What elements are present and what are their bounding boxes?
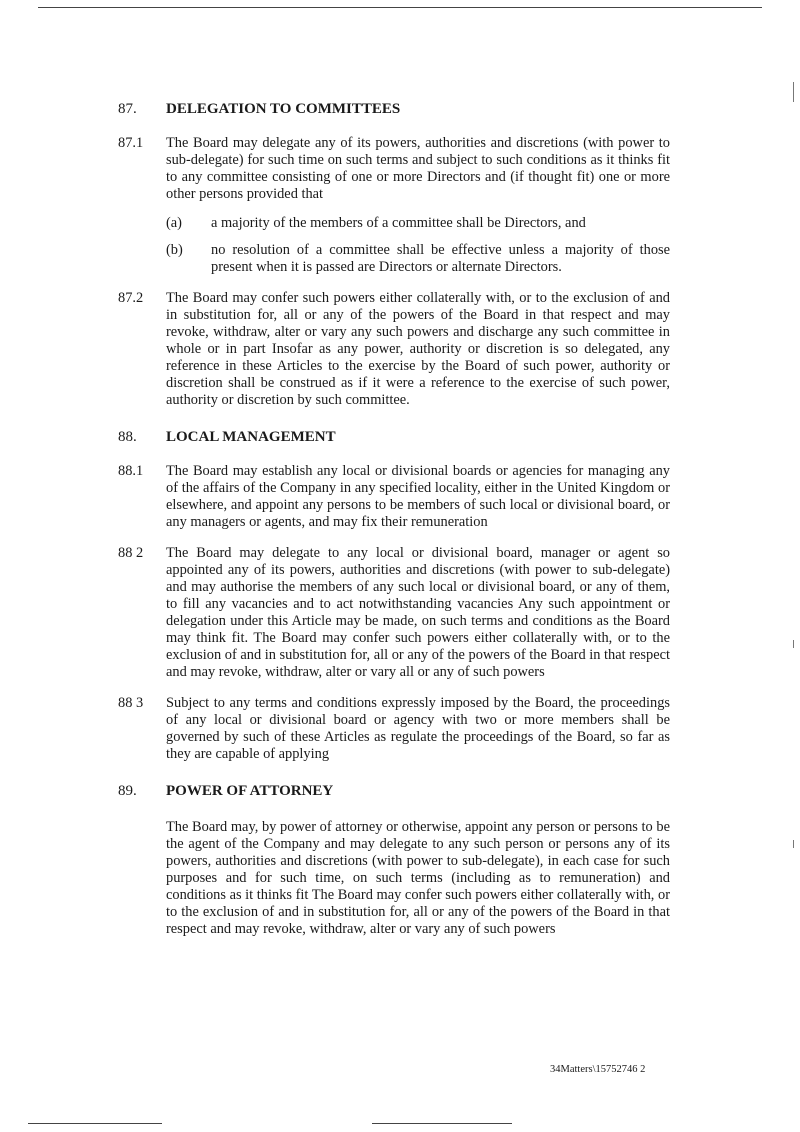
clause-text: The Board may delegate to any local or divisional board, manager or agent so appointed any of its powers, authorities and discretions (with power to sub-delegate) and may authorise the members of any such local or divisional board, or any of them, to fill any vacancies and to act notwithstanding vacancies Any such appointment or delegation under this Article may be made, on such terms and conditions as the Board may think fit. The Board may confer such powers either collaterally with, or to the exclusion of and in substitution for, all or any of the powers of the Board in that respect and may revoke, withdraw, alter or vary all or any of such powers: [166, 545, 670, 680]
sub-clause: [166, 242, 670, 276]
margin-mark: [793, 82, 794, 102]
bottom-rule-left: [28, 1123, 162, 1124]
section-number: 89.: [118, 783, 137, 799]
clause: [118, 135, 670, 203]
clause-number: 87.1: [118, 135, 144, 151]
section-title: DELEGATION TO COMMITTEES: [166, 101, 401, 117]
section-title: POWER OF ATTORNEY: [166, 783, 334, 799]
clause-number: 87.2: [118, 290, 144, 306]
clause-text: The Board may establish any local or divisional boards or agencies for managing any of the affairs of the Company in any specified locality, either in the United Kingdom or elsewhere, and appoint any persons to be members of such local or divisional board, or any managers or agents, and may fix their remuneration: [166, 463, 670, 530]
section-heading: [118, 429, 670, 449]
clause: [118, 695, 670, 763]
sub-clause-label: (a): [166, 215, 182, 231]
sub-clause-text: no resolution of a committee shall be effective unless a majority of those present when it is passed are Directors or alternate Directors.: [211, 242, 670, 275]
section-heading: [118, 101, 670, 121]
document-reference: 34Matters\15752746 2: [550, 1064, 646, 1075]
section-number: 88.: [118, 429, 137, 445]
sub-clause: [166, 215, 670, 232]
margin-mark: [793, 840, 794, 848]
top-rule: [38, 7, 762, 8]
section-paragraph: The Board may, by power of attorney or otherwise, appoint any person or persons to be the agent of the Company and may delegate to any such person or persons any of its powers, authorities and discretions (with power to sub-delegate), in each case for such purposes and for such time, on such terms (including as to remuneration) and conditions as it thinks fit The Board may confer such powers either collaterally with, or to the exclusion of and in substitution for, all or any of the powers of the Board in that respect and may revoke, withdraw, alter or vary any of such powers: [166, 819, 670, 937]
clause-text: The Board may delegate any of its powers, authorities and discretions (with power to sub-delegate) for such time on such terms and subject to such conditions as it thinks fit to any committee consisting of one or more Directors and (if thought fit) one or more other persons provided that: [166, 135, 670, 202]
clause: [118, 463, 670, 531]
sub-clause-text: a majority of the members of a committee shall be Directors, and: [211, 215, 586, 231]
section-number: 87.: [118, 101, 137, 117]
clause-text: The Board may confer such powers either collaterally with, or to the exclusion of and in substitution for, all or any of the powers of the Board in that respect and may revoke, withdraw, alter or vary any such powers and discharge any such committee in whole or in part Insofar as any power, authority or discretion is so delegated, any reference in these Articles to the exercise by the Board of such power, authority or discretion shall be construed as if it were a reference to the exercise of such power, authority or discretion by such committee.: [166, 290, 670, 408]
clause-number: 88.1: [118, 463, 144, 479]
section-heading: [118, 783, 670, 803]
section-title: LOCAL MANAGEMENT: [166, 429, 336, 445]
bottom-rule-mid: [372, 1123, 512, 1124]
clause-text: Subject to any terms and conditions expressly imposed by the Board, the proceedings of any local or divisional board or agency with two or more members shall be governed by such of these Articles as regulate the proceedings of the Board, so far as they are capable of applying: [166, 695, 670, 762]
document-page: [118, 101, 670, 938]
sub-clause-label: (b): [166, 242, 183, 258]
clause-number: 88 3: [118, 695, 144, 711]
margin-mark: [793, 640, 794, 648]
clause-number: 88 2: [118, 545, 144, 561]
clause: [118, 545, 670, 681]
clause: [118, 290, 670, 409]
